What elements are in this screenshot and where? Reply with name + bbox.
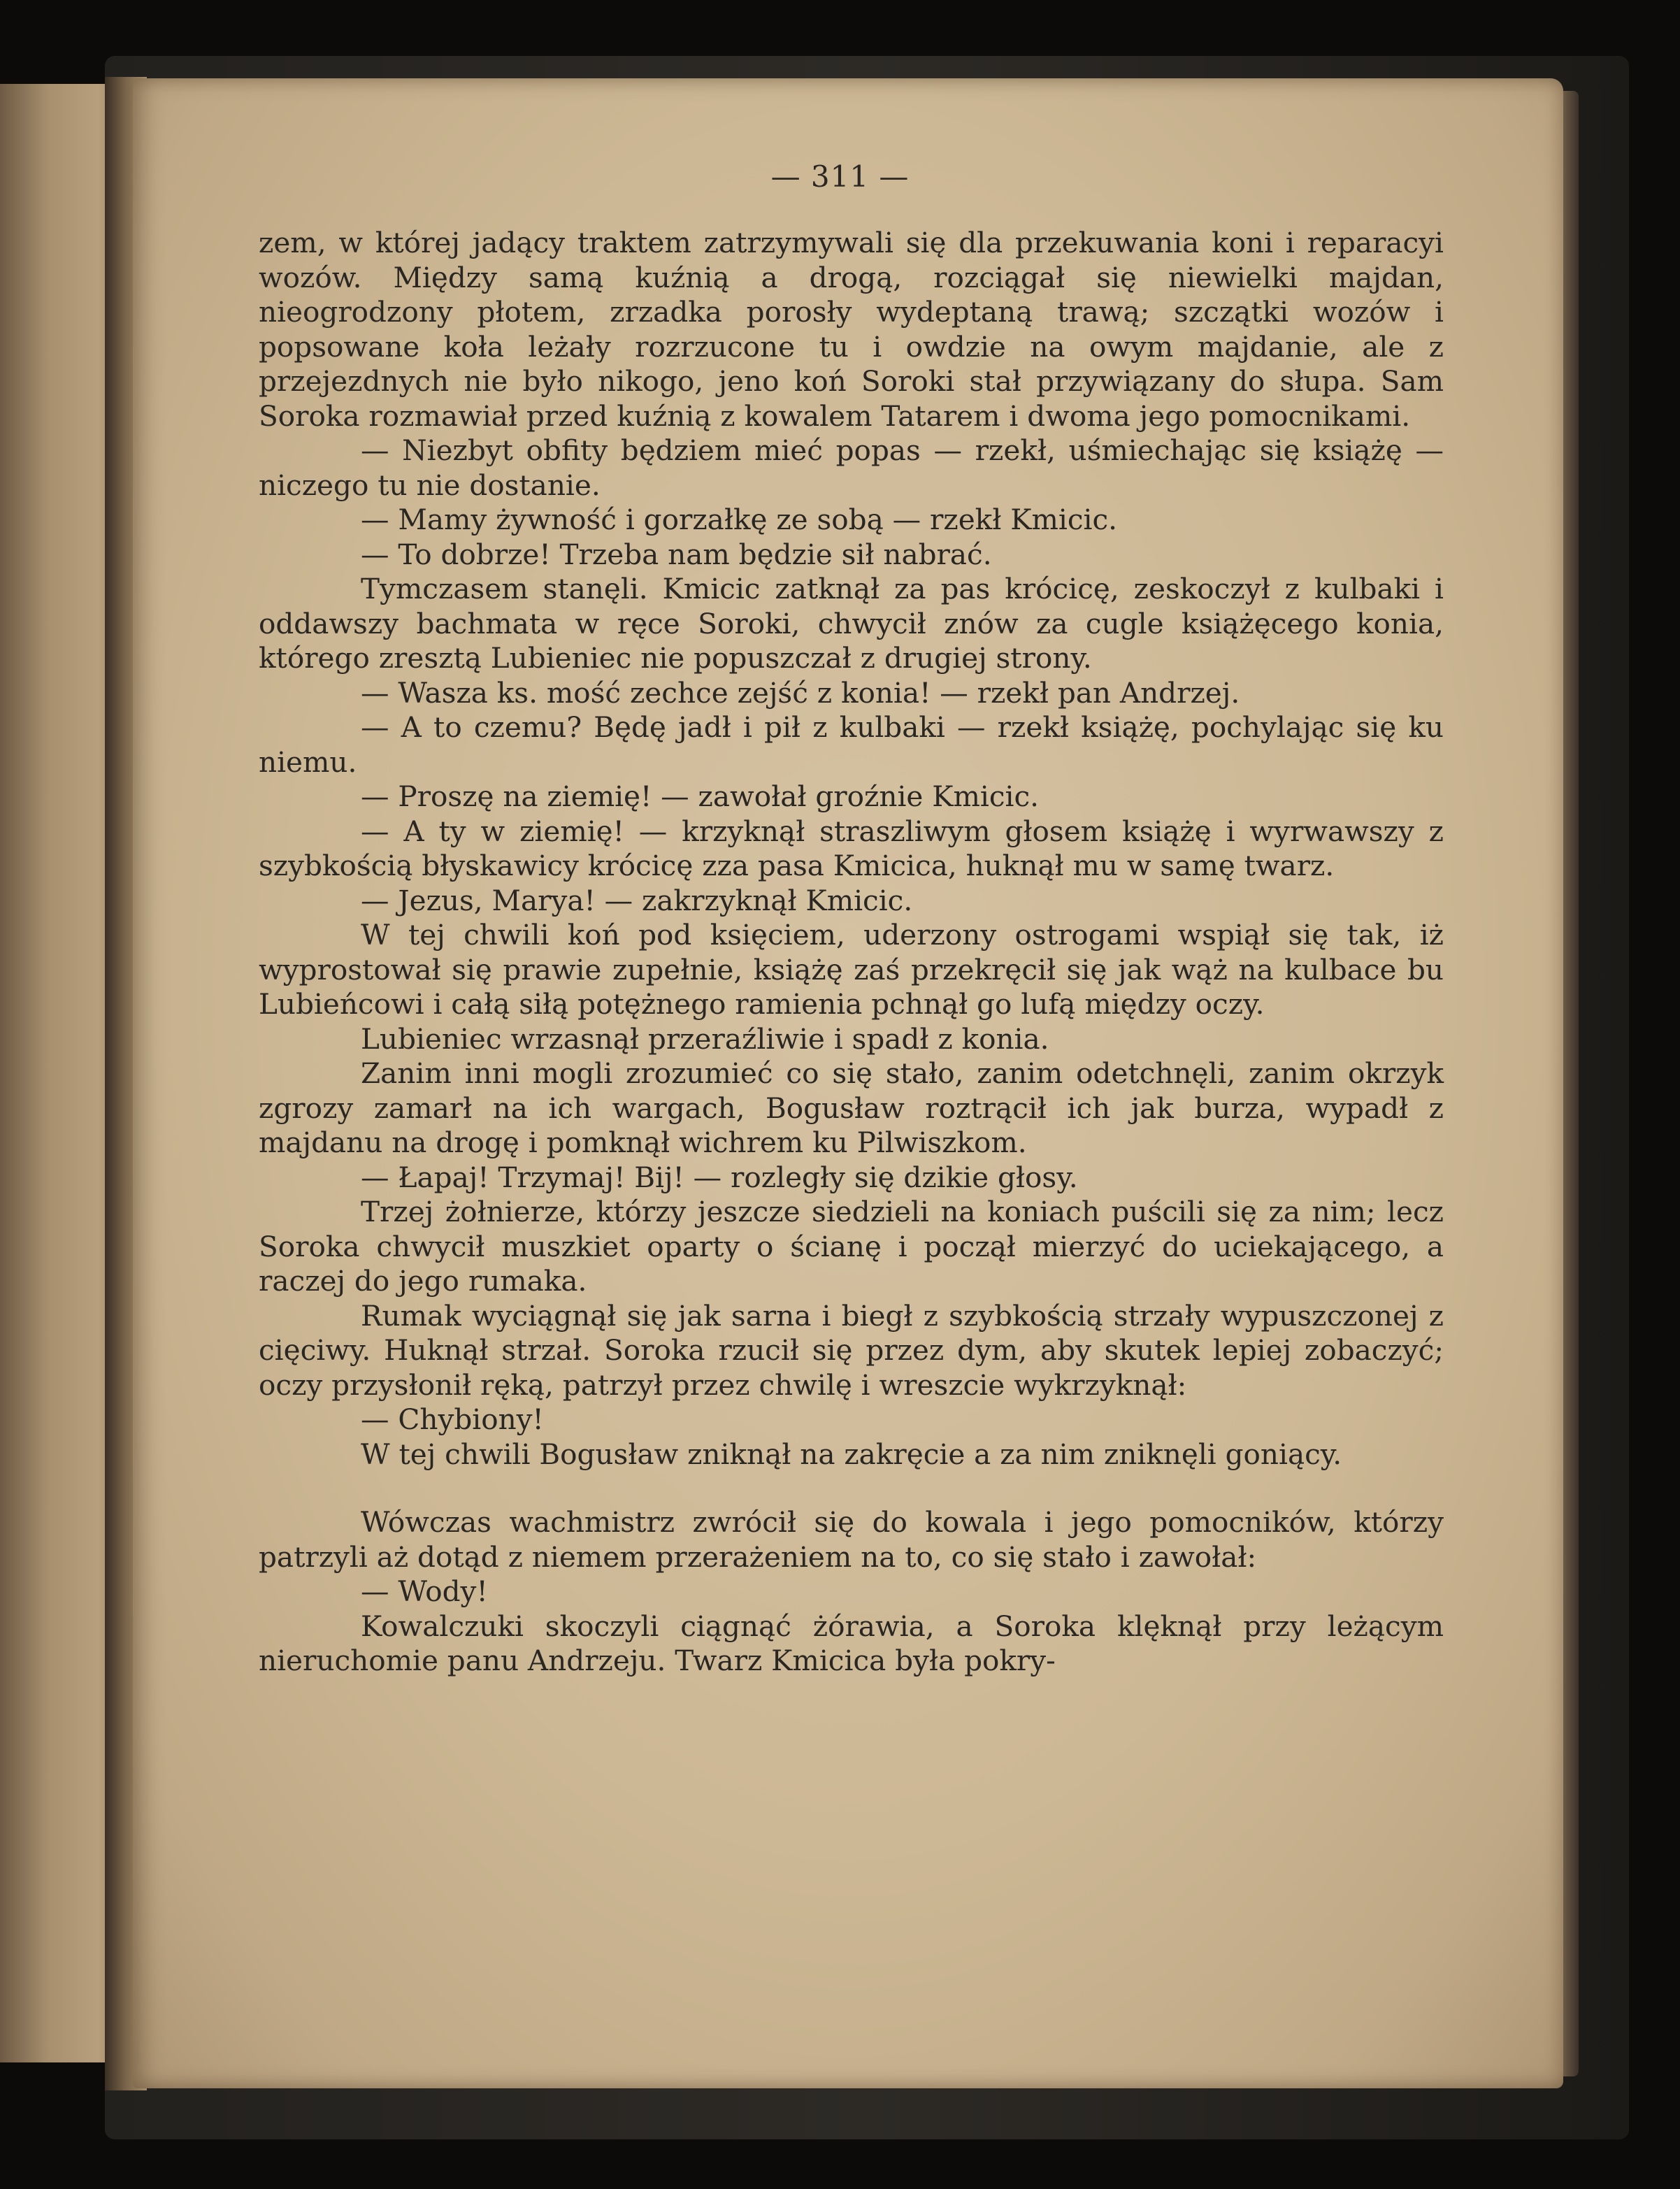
paragraph: — Jezus, Marya! — zakrzyknął Kmicic.	[361, 883, 913, 917]
paragraph: — Łapaj! Trzymaj! Bij! — rozległy się dzikie głosy.	[361, 1160, 1078, 1194]
paragraph: — Proszę na ziemię! — zawołał groźnie Kmicic.	[361, 780, 1040, 813]
page-number: — 311 —	[770, 159, 910, 194]
section-gap	[259, 1472, 1444, 1505]
paragraph: — Niezbyt obfity będziem mieć popas — rzekł, uśmiechając się książę — niczego tu nie dostanie.	[259, 433, 1444, 502]
paragraph: — A ty w ziemię! — krzyknął straszliwym głosem książę i wyrwawszy z szybkością błyskawicy krócicę zza pasa Kmicica, huknął mu w samę twarz.	[259, 814, 1444, 882]
paragraph: Rumak wyciągnął się jak sarna i biegł z szybkością strzały wypuszczonej z cięciwy. Huknął strzał. Soroka rzucił się przez dym, aby skutek lepiej zobaczyć; oczy przysłonił ręką, patrzył przez chwilę i wreszcie wykrzyknął:	[259, 1298, 1444, 1402]
paragraph: Zanim inni mogli zrozumieć co się stało, zanim odetchnęli, zanim okrzyk zgrozy zamarł na ich wargach, Bogusław roztrącił ich jak burza, wypadł z majdanu na drogę i pomknął wichrem ku Pilwiszkom.	[259, 1056, 1444, 1159]
paragraph: Wówczas wachmistrz zwrócił się do kowala i jego pomocników, którzy patrzyli aż dotąd z niemem przerażeniem na to, co się stało i zawołał:	[259, 1505, 1444, 1574]
paragraph: zem, w której jadący traktem zatrzymywali się dla przekuwania koni i reparacyi wozów. Między samą kuźnią a drogą, rozciągał się niewielki majdan, nieogrodzony płotem, zrzadka porosły wydeptaną trawą; szczątki wozów i popsowane koła leżały rozrzucone tu i owdzie na owym majdanie, ale z przejezdnych nie było nikogo, jeno koń Soroki stał przywiązany do słupa. Sam Soroka rozmawiał przed kuźnią z kowalem Tatarem i dwoma jego pomocnikami.	[259, 226, 1444, 433]
paragraph: — A to czemu? Będę jadł i pił z kulbaki — rzekł książę, pochylając się ku niemu.	[259, 710, 1444, 779]
paragraph: — Mamy żywność i gorzałkę ze sobą — rzekł Kmicic.	[361, 503, 1118, 536]
paragraph: — Chybiony!	[361, 1402, 544, 1436]
paragraph: — To dobrze! Trzeba nam będzie sił nabrać.	[361, 537, 992, 571]
paragraph: — Wody!	[361, 1574, 488, 1608]
paragraph: Kowalczuki skoczyli ciągnąć żórawia, a Soroka klęknął przy leżącym nieruchomie panu Andrzeju. Twarz Kmicica była pokry-	[259, 1609, 1444, 1677]
page-body-text	[259, 226, 1444, 1679]
paragraph: W tej chwili Bogusław zniknął na zakręcie a za nim zniknęli goniący.	[361, 1437, 1342, 1471]
paragraph: Trzej żołnierze, którzy jeszcze siedzieli na koniach puścili się za nim; lecz Soroka chwycił muszkiet oparty o ścianę i począł mierzyć do uciekającego, a raczej do jego rumaka.	[259, 1195, 1444, 1298]
page-edge-shadow	[1563, 91, 1579, 2076]
paragraph: W tej chwili koń pod księciem, uderzony ostrogami wspiął się tak, iż wyprostował się prawie zupełnie, książę zaś przekręcił się jak wąż na kulbace bu Lubieńcowi i całą siłą potężnego ramienia pchnął go lufą między oczy.	[259, 918, 1444, 1021]
paragraph: Lubieniec wrzasnął przeraźliwie i spadł z konia.	[361, 1021, 1049, 1056]
paragraph: Tymczasem stanęli. Kmicic zatknął za pas krócicę, zeskoczył z kulbaki i oddawszy bachmata w ręce Soroki, chwycił znów za cugle książęcego konia, którego zresztą Lubieniec nie popuszczał z drugiej strony.	[259, 572, 1444, 675]
paragraph: — Wasza ks. mość zechce zejść z konia! — rzekł pan Andrzej.	[361, 675, 1240, 710]
